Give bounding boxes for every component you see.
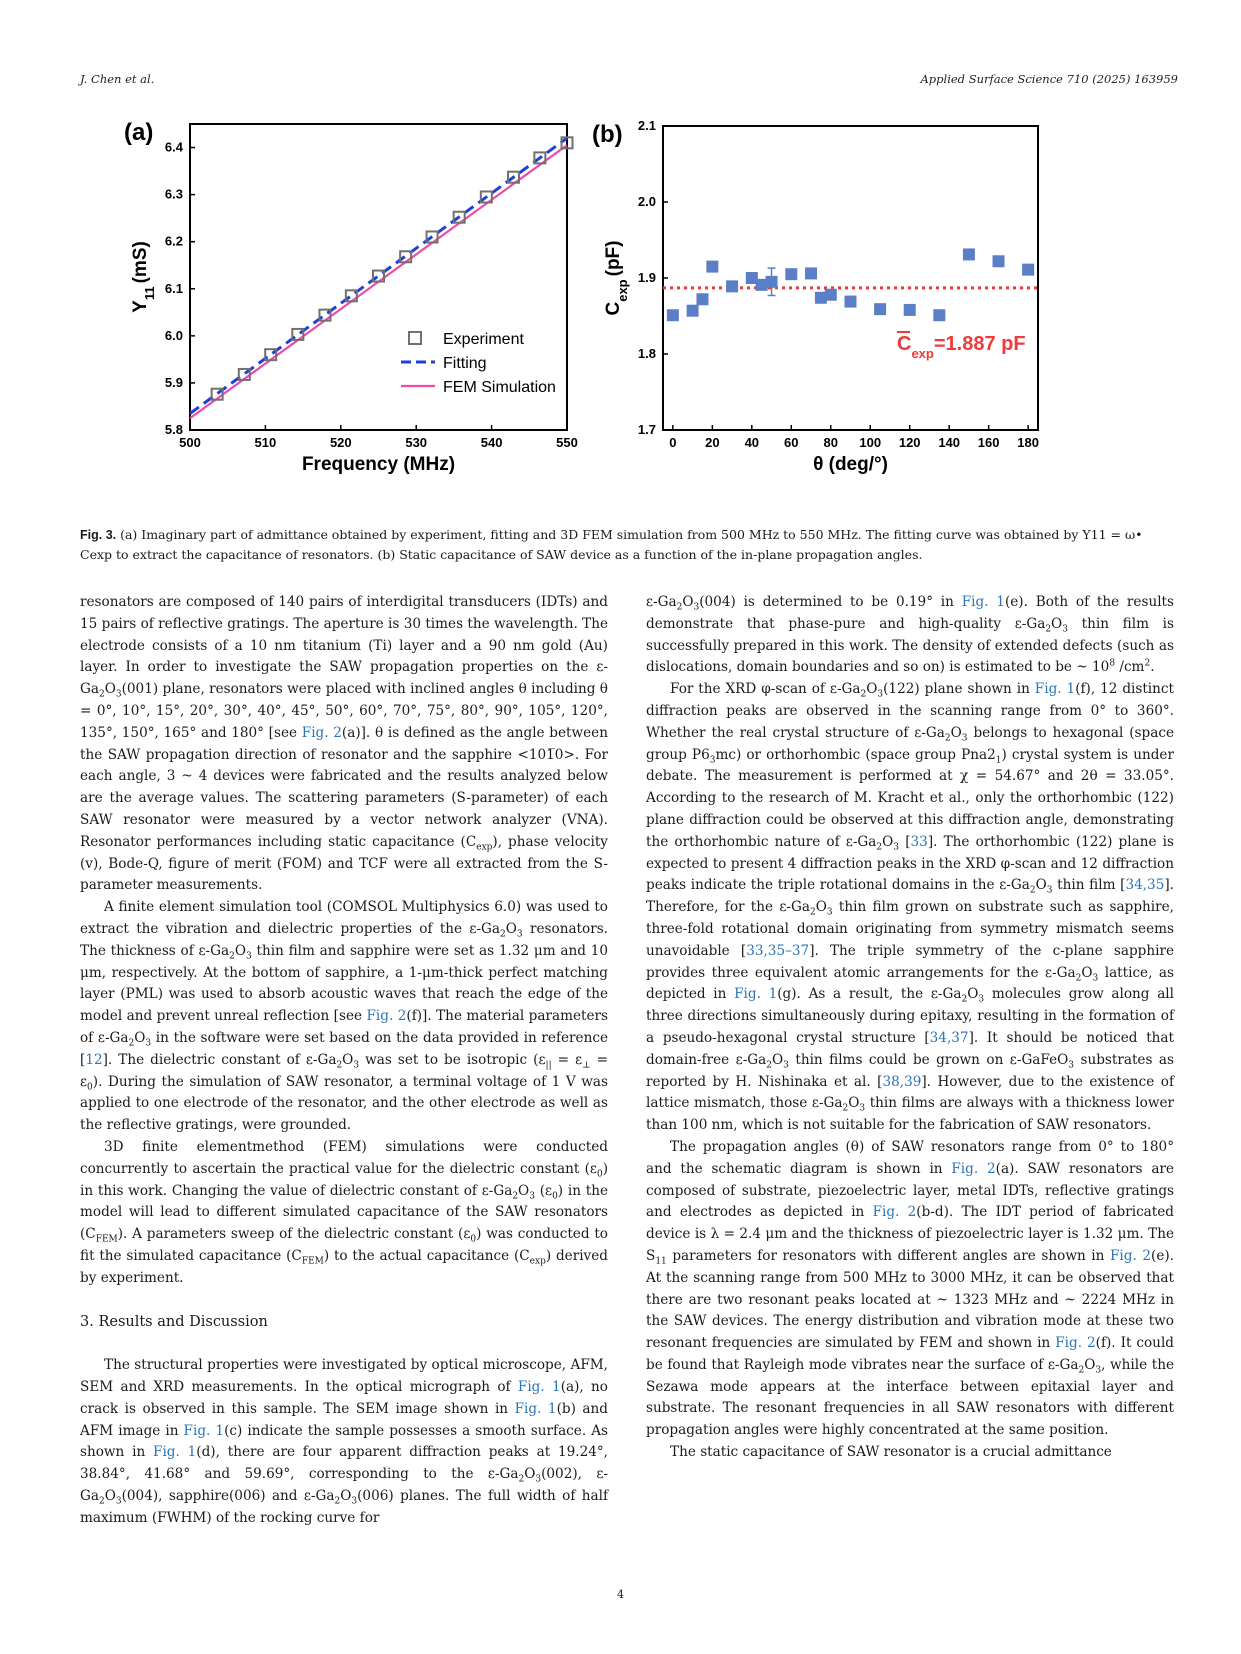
paragraph: $\varepsilon-Ga_2O_3(004)$ is determined to be 0.19° in Fig. 1(e). Both of the results demonstrate that phase-pure and high-quality $\varepsilon-Ga_2O_3$ thin film is successfully prepared in this work. The density of extended defects (such as dislocations, domain boundaries and so on) is estimated to be ~ $10^8$ $/cm^2$.	[646, 594, 1174, 676]
x-tick-label: 140	[938, 435, 961, 450]
x-tick-label: 120	[898, 435, 921, 450]
x-tick-label: 20	[705, 435, 720, 450]
fitting-line	[190, 138, 567, 413]
y-tick-label: 6.2	[164, 233, 183, 249]
x-tick-label: 160	[977, 435, 1000, 450]
y-tick-label: 1.9	[637, 270, 656, 285]
x-tick-label: 100	[859, 435, 882, 450]
x-tick-label: 500	[179, 435, 201, 450]
x-tick-label: 530	[405, 435, 428, 450]
plot-frame	[663, 126, 1038, 430]
y-tick-label: 1.7	[637, 422, 656, 437]
x-axis-label: θ (deg/°)	[813, 454, 888, 475]
capacitance-point	[993, 255, 1005, 267]
x-tick-label: 540	[480, 435, 503, 450]
running-header-authors: J. Chen et al.	[80, 72, 155, 86]
paragraph: resonators are composed of 140 pairs of interdigital transducers (IDTs) and 15 pairs of reflective gratings. The aperture is 30 times the wavelength. The electrode consists of a 10 nm titanium (Ti) layer and a 90 nm gold (Au) layer. In order to investigate the SAW propagation properties on the $\varepsilon-Ga_2O_3(001)$ plane, resonators were placed with inclined angles θ including θ = 0°, 10°, 15°, 20°, 30°, 40°, 45°, 50°, 60°, 70°, 75°, 80°, 90°, 105°, 120°, 135°, 150°, 165° and 180° [see Fig. 2(a)]. θ is defined as the angle between the SAW propagation direction of resonator and the sapphire <101̅0>. For each angle, 3 ~ 4 devices were fabricated and the results analyzed below are the average values. The scattering parameters (S-parameter) of each SAW resonator were measured by a vector network analyzer (VNA). Resonator performances including static capacitance $(C_{exp})$, phase velocity (v), Bode-Q, figure of merit (FOM) and TCF were all extracted from the S-parameter measurements.	[80, 594, 608, 894]
panel-b-capacitance-chart	[592, 120, 1039, 475]
x-tick-label: 180	[1017, 435, 1039, 450]
legend-label-fem: FEM Simulation	[443, 379, 556, 396]
y-tick-label: 6.3	[164, 186, 183, 202]
y-tick-label: 6.0	[164, 327, 183, 343]
panel-a-admittance-chart	[124, 120, 578, 475]
x-tick-label: 60	[784, 435, 799, 450]
legend-label-experiment: Experiment	[443, 331, 524, 348]
x-tick-label: 510	[254, 435, 277, 450]
y-tick-label: 5.9	[164, 374, 183, 390]
paragraph: The static capacitance of SAW resonator is a crucial admittance	[670, 1444, 1112, 1461]
section-heading: 3. Results and Discussion	[80, 1313, 268, 1330]
x-axis-label: Frequency (MHz)	[301, 454, 456, 475]
figure-caption	[80, 525, 1178, 565]
capacitance-point	[687, 305, 699, 317]
caption-text: (a) Imaginary part of admittance obtained by experiment, fitting and 3D FEM simulation from 500 MHz to 550 MHz. The fitting curve was obtained by Y11 = ω• Cexp to extract the capacitance of resonators. (b) Static capacitance of SAW device as a function of the in-plane propagation angles.	[80, 527, 1143, 562]
capacitance-point	[845, 296, 857, 308]
panel-label: (a)	[124, 120, 154, 146]
capacitance-point	[726, 280, 738, 292]
page-number: 4	[617, 1588, 624, 1601]
caption-label: Fig. 3.	[80, 528, 117, 542]
y-axis-label: $C_{exp}(pF)$	[603, 240, 630, 316]
figure-3	[120, 120, 1180, 515]
capacitance-point	[825, 289, 837, 301]
paragraph: For the XRD φ-scan of $\varepsilon-Ga_2O_3(122)$ plane shown in Fig. 1(f), 12 distinct diffraction peaks are observed in the scanning range from 0° to 360°. Whether the real crystal structure of $\varepsilon-Ga_2O_3$ belongs to hexagonal (space group $P6_3mc$) or orthorhombic (space group $Pna2_1$) crystal system is under debate. The measurement is performed at χ = 54.67° and 2θ = 33.05°. According to the research of M. Kracht et al., only the orthorhombic (122) plane diffraction could be observed at this diffraction angle, demonstrating the orthorhombic nature of $\varepsilon-Ga_2O_3$ [33]. The orthorhombic (122) plane is expected to present 4 diffraction peaks in the XRD φ-scan and 12 diffraction peaks indicate the triple rotational domains in the $\varepsilon-Ga_2O_3$ thin film [34,35]. Therefore, for the $\varepsilon-Ga_2O_3$ thin film grown on substrate such as sapphire, three-fold rotational domain originating from symmetry mismatch seems unavoidable [33,35–37]. The triple symmetry of the c-plane sapphire provides three equivalent atomic arrangements for the $\varepsilon-Ga_2O_3$ lattice, as depicted in Fig. 1(g). As a result, the $\varepsilon-Ga_2O_3$ molecules grow along all three directions simultaneously during epitaxy, resulting in the formation of a pseudo-hexagonal crystal structure [34,37]. It should be noticed that domain-free $\varepsilon-Ga_2O_3$ thin films could be grown on ε-GaFeO$_3$ substrates as reported by H. Nishinaka et al. [38,39]. However, due to the existence of lattice mismatch, those $\varepsilon-Ga_2O_3$ thin films are always with a thickness lower than 100 nm, which is not suitable for the fabrication of SAW resonators.	[646, 681, 1175, 1134]
capacitance-point	[706, 261, 718, 273]
x-tick-label: 550	[556, 435, 578, 450]
capacitance-point	[904, 304, 916, 316]
capacitance-point	[805, 267, 817, 279]
x-tick-label: 40	[744, 435, 760, 450]
paragraph: A finite element simulation tool (COMSOL Multiphysics 6.0) was used to extract the vibration and dielectric properties of the $\varepsilon-Ga_2O_3$ resonators. The thickness of $\varepsilon-Ga_2O_3$ thin film and sapphire were set as 1.32 μm and 10 μm, respectively. At the bottom of sapphire, a 1-μm-thick perfect matching layer (PML) was used to absorb acoustic waves that reach the edge of the model and prevent unreal reflection [see Fig. 2(f)]. The material parameters of $\varepsilon-Ga_2O_3$ in the software were set based on the data provided in reference [12]. The dielectric constant of $\varepsilon-Ga_2O_3$ was set to be isotropic $(\varepsilon_{||} = \varepsilon_\perp = \varepsilon_0)$. During the simulation of SAW resonator, a terminal voltage of 1 V was applied to one electrode of the resonator, and the other electrode as well as the reflective gratings, were grounded.	[80, 899, 609, 1134]
capacitance-point	[766, 276, 778, 288]
y-tick-label: 6.4	[164, 139, 183, 155]
paragraph: The structural properties were investigated by optical microscope, AFM, SEM and XRD measurements. In the optical micrograph of Fig. 1(a), no crack is observed in this sample. The SEM image shown in Fig. 1(b) and AFM image in Fig. 1(c) indicate the sample possesses a smooth surface. As shown in Fig. 1(d), there are four apparent diffraction peaks at 19.24°, 38.84°, 41.68° and 59.69°, corresponding to the $\varepsilon-Ga_2O_3(002)$, $\varepsilon-Ga_2O_3(004)$, sapphire(006) and $\varepsilon-Ga_2O_3(006)$ planes. The full width of half maximum (FWHM) of the rocking curve for	[80, 1357, 609, 1526]
y-tick-label: 1.8	[637, 346, 656, 361]
capacitance-point	[785, 268, 797, 280]
capacitance-point	[874, 303, 886, 315]
y-tick-label: 2.0	[637, 194, 656, 209]
x-tick-label: 80	[823, 435, 838, 450]
capacitance-point	[963, 248, 975, 260]
capacitance-point	[933, 309, 945, 321]
paragraph: The propagation angles (θ) of SAW resonators range from 0° to 180° and the schematic diagram is shown in Fig. 2(a). SAW resonators are composed of substrate, piezoelectric layer, metal IDTs, reflective gratings and electrodes as depicted in Fig. 2(b-d). The IDT period of fabricated device is λ = 2.4 μm and the thickness of piezoelectric layer is 1.32 μm. The $S_{11}$ parameters for resonators with different angles are shown in Fig. 2(e). At the scanning range from 500 MHz to 3000 MHz, it can be observed that there are two resonant peaks located at ~ 1323 MHz and ~ 2224 MHz in the SAW devices. The energy distribution and vibration mode at these two resonant frequencies are simulated by FEM and shown in Fig. 2(f). It could be found that Rayleigh mode vibrates near the surface of $\varepsilon-Ga_2O_3$, while the Sezawa mode appears at the interface between epitaxial layer and substrate. The resonant frequencies in all SAW resonators with different propagation angles were highly concentrated at the same position.	[646, 1138, 1174, 1439]
legend-marker-experiment	[409, 332, 421, 344]
mean-annotation: $C_{exp}=1.887$ pF	[897, 333, 1026, 361]
y-tick-label: 6.1	[164, 280, 183, 296]
panel-label: (b)	[592, 121, 623, 148]
running-header-journal: Applied Surface Science 710 (2025) 163959	[920, 72, 1178, 86]
capacitance-point	[1022, 264, 1034, 276]
paragraph: 3D finite elementmethod (FEM) simulations were conducted concurrently to ascertain the practical value for the dielectric constant $(\varepsilon_0)$ in this work. Changing the value of dielectric constant of $\varepsilon-Ga_2O_3$ $(\varepsilon_0)$ in the model will lead to different simulated capacitance of the SAW resonators $(C_{FEM})$. A parameters sweep of the dielectric constant $(\varepsilon_0)$ was conducted to fit the simulated capacitance $(C_{FEM})$ to the actual capacitance $(C_{exp})$ derived by experiment.	[80, 1138, 609, 1286]
legend-label-fitting: Fitting	[443, 355, 487, 372]
capacitance-point	[696, 293, 708, 305]
y-tick-label: 2.1	[637, 120, 656, 133]
x-tick-label: 520	[329, 435, 352, 450]
text-column-right	[646, 592, 1174, 1464]
x-tick-label: 0	[669, 435, 677, 450]
y-tick-label: 5.8	[164, 422, 183, 437]
y-axis-label: $Y_{11}(mS)$	[130, 241, 157, 313]
text-column-left	[80, 592, 608, 1530]
capacitance-point	[667, 309, 679, 321]
